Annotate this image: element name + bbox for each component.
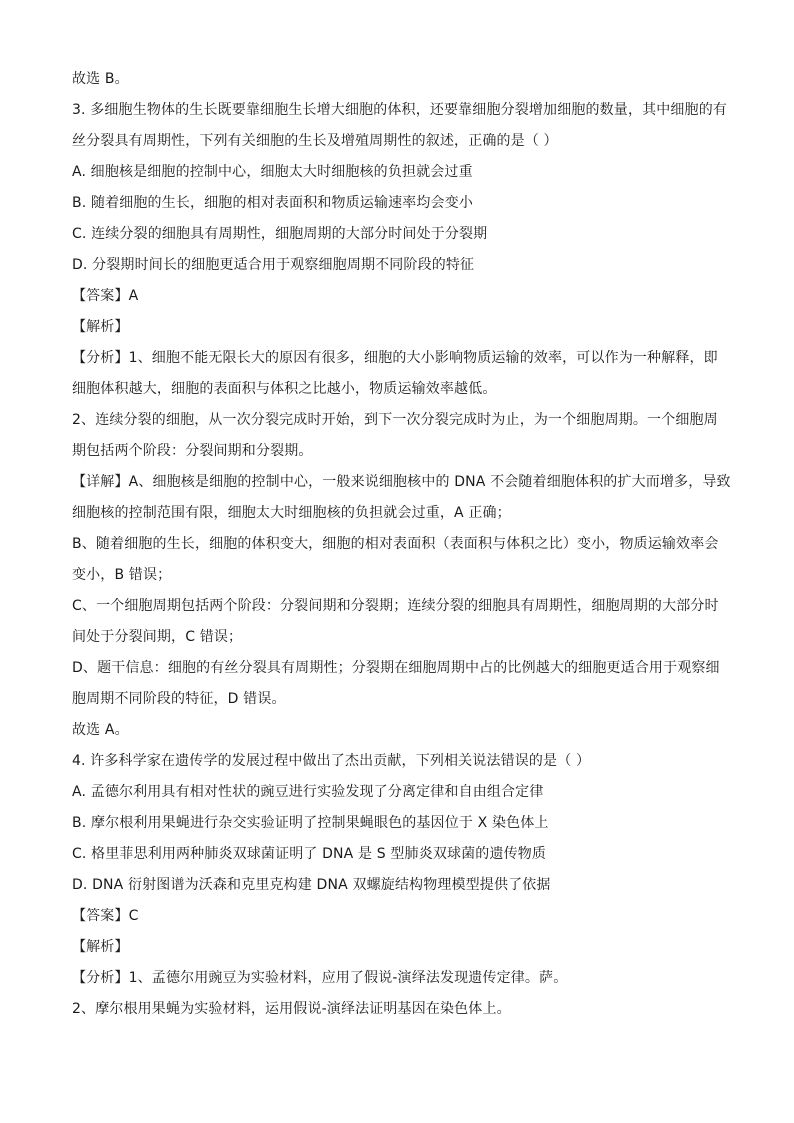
question-3-detail: C、一个细胞周期包括两个阶段：分裂间期和分裂期；连续分裂的细胞具有周期性，细胞周期的大部分时 — [72, 598, 719, 614]
question-3-detail: 变小，B 错误； — [72, 567, 172, 583]
question-3-detail: D、题干信息：细胞的有丝分裂具有周期性；分裂期在细胞周期中占的比例越大的细胞更适合用于观察细 — [72, 660, 720, 676]
answer-conclusion: 故选 B。 — [72, 71, 129, 87]
question-4-stem: 4. 许多科学家在遗传学的发展过程中做出了杰出贡献，下列相关说法错误的是（ ） — [72, 753, 591, 769]
question-3-detail: B、随着细胞的生长，细胞的体积变大，细胞的相对表面积（表面积与体积之比）变小，物质运输效率会 — [72, 536, 719, 552]
question-4-option-a: A. 孟德尔利用具有相对性状的豌豆进行实验发现了分离定律和自由组合定律 — [72, 784, 544, 800]
question-3-analysis: 2、连续分裂的细胞，从一次分裂完成时开始，到下一次分裂完成时为止，为一个细胞周期。一个细胞周 — [72, 412, 718, 428]
question-3-option-a: A. 细胞核是细胞的控制中心，细胞太大时细胞核的负担就会过重 — [72, 164, 473, 180]
question-3-detail: 间处于分裂间期，C 错误； — [72, 629, 243, 645]
document-body — [72, 64, 731, 1025]
question-3-stem-continued: 丝分裂具有周期性，下列有关细胞的生长及增殖周期性的叙述，正确的是（ ） — [72, 133, 558, 149]
question-3-analysis: 细胞体积越大，细胞的表面积与体积之比越小，物质运输效率越低。 — [72, 381, 497, 397]
question-3-detail: 【详解】A、细胞核是细胞的控制中心，一般来说细胞核中的 DNA 不会随着细胞体积的扩大而增多，导致 — [72, 474, 731, 490]
question-4-option-c: C. 格里菲思利用两种肺炎双球菌证明了 DNA 是 S 型肺炎双球菌的遗传物质 — [72, 846, 547, 862]
question-4-analysis: 【分析】1、孟德尔用豌豆为实验材料，应用了假说-演绎法发现遗传定律。萨。 — [72, 970, 568, 986]
question-3-conclusion: 故选 A。 — [72, 722, 129, 738]
question-3-option-b: B. 随着细胞的生长，细胞的相对表面积和物质运输速率均会变小 — [72, 195, 474, 211]
question-3-stem: 3. 多细胞生物体的生长既要靠细胞生长增大细胞的体积，还要靠细胞分裂增加细胞的数量，其中细胞的有 — [72, 102, 728, 118]
question-3-option-d: D. 分裂期时间长的细胞更适合用于观察细胞周期不同阶段的特征 — [72, 257, 475, 273]
question-4-analysis-heading: 【解析】 — [72, 939, 129, 955]
question-3-answer: 【答案】A — [72, 288, 139, 304]
question-4-answer: 【答案】C — [72, 908, 139, 924]
question-3-analysis: 【分析】1、细胞不能无限长大的原因有很多，细胞的大小影响物质运输的效率，可以作为一种解释，即 — [72, 350, 718, 366]
question-3-analysis: 期包括两个阶段：分裂间期和分裂期。 — [72, 443, 313, 459]
question-4-option-d: D. DNA 衍射图谱为沃森和克里克构建 DNA 双螺旋结构物理模型提供了依据 — [72, 877, 551, 893]
question-3-analysis-heading: 【解析】 — [72, 319, 129, 335]
question-4-option-b: B. 摩尔根利用果蝇进行杂交实验证明了控制果蝇眼色的基因位于 X 染色体上 — [72, 815, 549, 831]
question-3-detail: 胞周期不同阶段的特征，D 错误。 — [72, 691, 286, 707]
question-3-option-c: C. 连续分裂的细胞具有周期性，细胞周期的大部分时间处于分裂期 — [72, 226, 488, 242]
question-4-analysis: 2、摩尔根用果蝇为实验材料，运用假说-演绎法证明基因在染色体上。 — [72, 1001, 511, 1017]
question-3-detail: 细胞核的控制范围有限，细胞太大时细胞核的负担就会过重，A 正确； — [72, 505, 511, 521]
